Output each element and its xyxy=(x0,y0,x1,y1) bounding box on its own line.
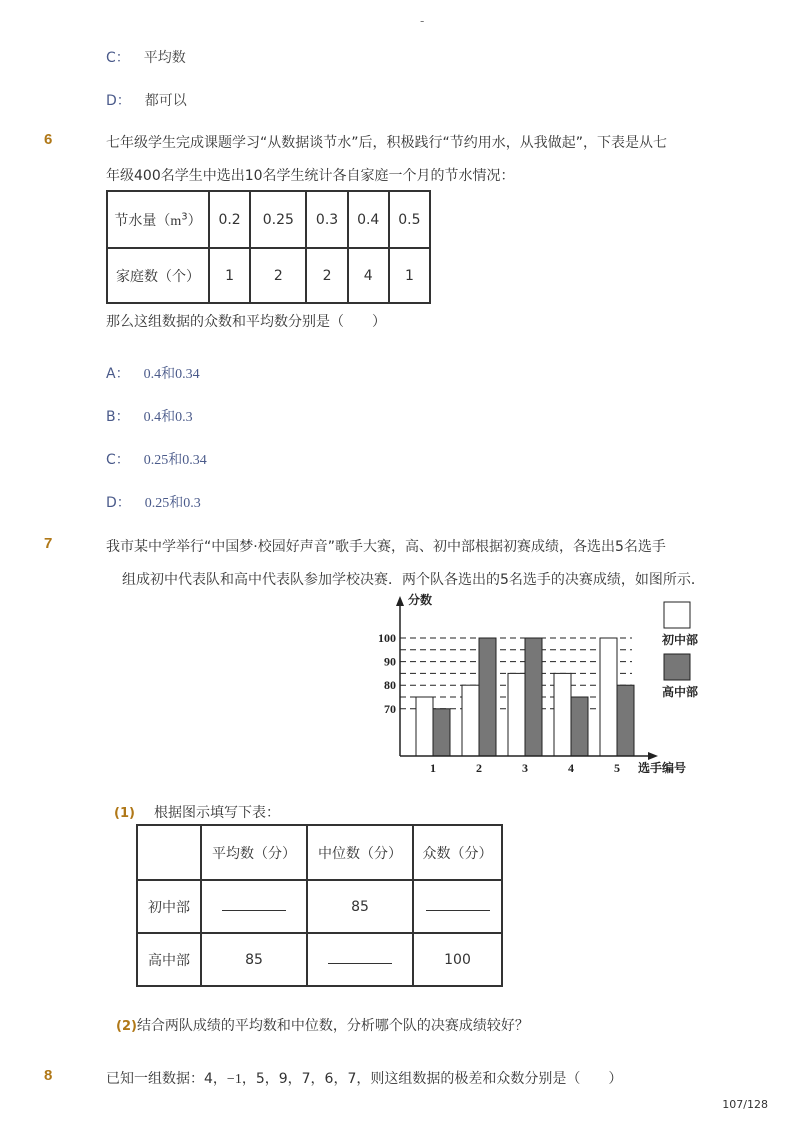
table-cell: 100 xyxy=(413,933,502,986)
negative-number: −1 xyxy=(226,1072,242,1087)
table-cell: 2 xyxy=(306,248,347,303)
question-number-6: 6 xyxy=(44,131,53,148)
bar-junior-5 xyxy=(600,638,617,756)
y-tick-label: 100 xyxy=(378,631,396,645)
sub-question-number: (2) xyxy=(116,1019,137,1034)
option-text: 0.4和0.3 xyxy=(143,410,193,425)
y-axis-arrow-icon xyxy=(396,596,404,606)
page-number: 107/128 xyxy=(722,1098,768,1111)
q6-option-a[interactable] xyxy=(106,363,200,383)
y-axis-label: 分数 xyxy=(408,593,433,607)
q6-line1: 七年级学生完成课题学习“从数据谈节水”后，积极践行“节约用水，从我做起”，下表是从七 xyxy=(106,135,668,151)
sub-question-text: 结合两队成绩的平均数和中位数，分析哪个队的决赛成绩较好？ xyxy=(136,1018,529,1034)
option-label: D： xyxy=(106,495,131,511)
table-cell: 0.3 xyxy=(306,191,347,248)
sub-question-text: 根据图示填写下表： xyxy=(154,805,281,821)
q7-bar-chart xyxy=(370,590,710,780)
table-header-median: 中位数（分） xyxy=(307,825,413,880)
legend-swatch-senior xyxy=(664,654,690,680)
table-cell: 4 xyxy=(348,248,389,303)
q6-line2: 年级400名学生中选出10名学生统计各自家庭一个月的节水情况： xyxy=(106,168,515,184)
table-cell: 0.5 xyxy=(389,191,430,248)
x-tick-label: 5 xyxy=(614,761,620,775)
table-cell: 85 xyxy=(307,880,413,933)
q6-table-header-water: 节水量$(m^3)$ xyxy=(107,191,209,248)
header-mark: - xyxy=(420,14,425,28)
q5-option-c[interactable] xyxy=(106,47,186,67)
question-number-8: 8 xyxy=(44,1067,53,1084)
bar-junior-2 xyxy=(462,685,479,756)
option-label: A： xyxy=(106,366,130,382)
q6-option-c[interactable] xyxy=(106,449,207,469)
table-corner xyxy=(137,825,201,880)
answer-blank-senior-median[interactable] xyxy=(307,933,413,986)
option-label: D： xyxy=(106,93,131,109)
option-label: C： xyxy=(106,50,130,66)
q8-text: 已知一组数据：4，−1，5，9，7，6，7，则这组数据的极差和众数分别是（ ） xyxy=(106,1071,623,1087)
q6-table-header-families: 家庭数（个） xyxy=(107,248,209,303)
bar-senior-3 xyxy=(525,638,542,756)
answer-blank-junior-mode[interactable] xyxy=(413,880,502,933)
legend-swatch-junior xyxy=(664,602,690,628)
option-text: 0.25和0.3 xyxy=(144,496,201,511)
row-label-senior: 高中部 xyxy=(137,933,201,986)
x-tick-label: 1 xyxy=(430,761,436,775)
legend-label-senior: 高中部 xyxy=(662,685,699,699)
q7-line1: 我市某中学举行“中国梦·校园好声音”歌手大赛，高、初中部根据初赛成绩，各选出5名选手 xyxy=(106,539,666,555)
x-axis-arrow-icon xyxy=(648,752,658,760)
y-tick-label: 70 xyxy=(384,701,396,716)
option-text: 0.4和0.34 xyxy=(143,367,200,382)
bar-senior-5 xyxy=(617,685,634,756)
option-label: C： xyxy=(106,452,130,468)
answer-blank-junior-mean[interactable] xyxy=(201,880,307,933)
option-text: 平均数 xyxy=(143,50,186,66)
bar-senior-4 xyxy=(571,697,588,756)
q7-sub1 xyxy=(114,802,280,822)
x-tick-label: 3 xyxy=(522,761,528,775)
q7-sub2 xyxy=(116,1015,529,1035)
q6-option-b[interactable] xyxy=(106,406,193,426)
bar-senior-2 xyxy=(479,638,496,756)
q5-option-d[interactable] xyxy=(106,90,187,110)
table-cell: 0.25 xyxy=(250,191,306,248)
table-cell: 0.4 xyxy=(348,191,389,248)
q6-data-table xyxy=(106,190,431,304)
y-tick-label: 80 xyxy=(384,678,396,693)
table-cell: 85 xyxy=(201,933,307,986)
table-cell: 2 xyxy=(250,248,306,303)
x-axis-label: 选手编号 xyxy=(638,761,687,775)
legend-label-junior: 初中部 xyxy=(662,633,699,647)
bar-junior-1 xyxy=(416,697,433,756)
x-tick-label: 2 xyxy=(476,761,482,775)
y-tick-label: 90 xyxy=(384,654,396,669)
bar-senior-1 xyxy=(433,709,450,756)
sub-question-number: (1) xyxy=(114,806,135,821)
option-text: 0.25和0.34 xyxy=(143,453,207,468)
table-cell: 1 xyxy=(389,248,430,303)
bar-junior-3 xyxy=(508,673,525,756)
q6-option-d[interactable] xyxy=(106,492,201,512)
x-tick-label: 4 xyxy=(568,761,574,775)
table-header-mode: 众数（分） xyxy=(413,825,502,880)
row-label-junior: 初中部 xyxy=(137,880,201,933)
table-cell: 1 xyxy=(209,248,250,303)
question-number-7: 7 xyxy=(44,535,53,552)
option-label: B： xyxy=(106,409,130,425)
option-text: 都可以 xyxy=(144,93,187,109)
bar-junior-4 xyxy=(554,673,571,756)
q7-line2: 组成初中代表队和高中代表队参加学校决赛．两个队各选出的5名选手的决赛成绩，如图所示． xyxy=(122,572,705,588)
table-header-mean: 平均数（分） xyxy=(201,825,307,880)
table-cell: 0.2 xyxy=(209,191,250,248)
q7-answer-table xyxy=(136,824,503,987)
q6-question: 那么这组数据的众数和平均数分别是（ ） xyxy=(106,314,386,330)
